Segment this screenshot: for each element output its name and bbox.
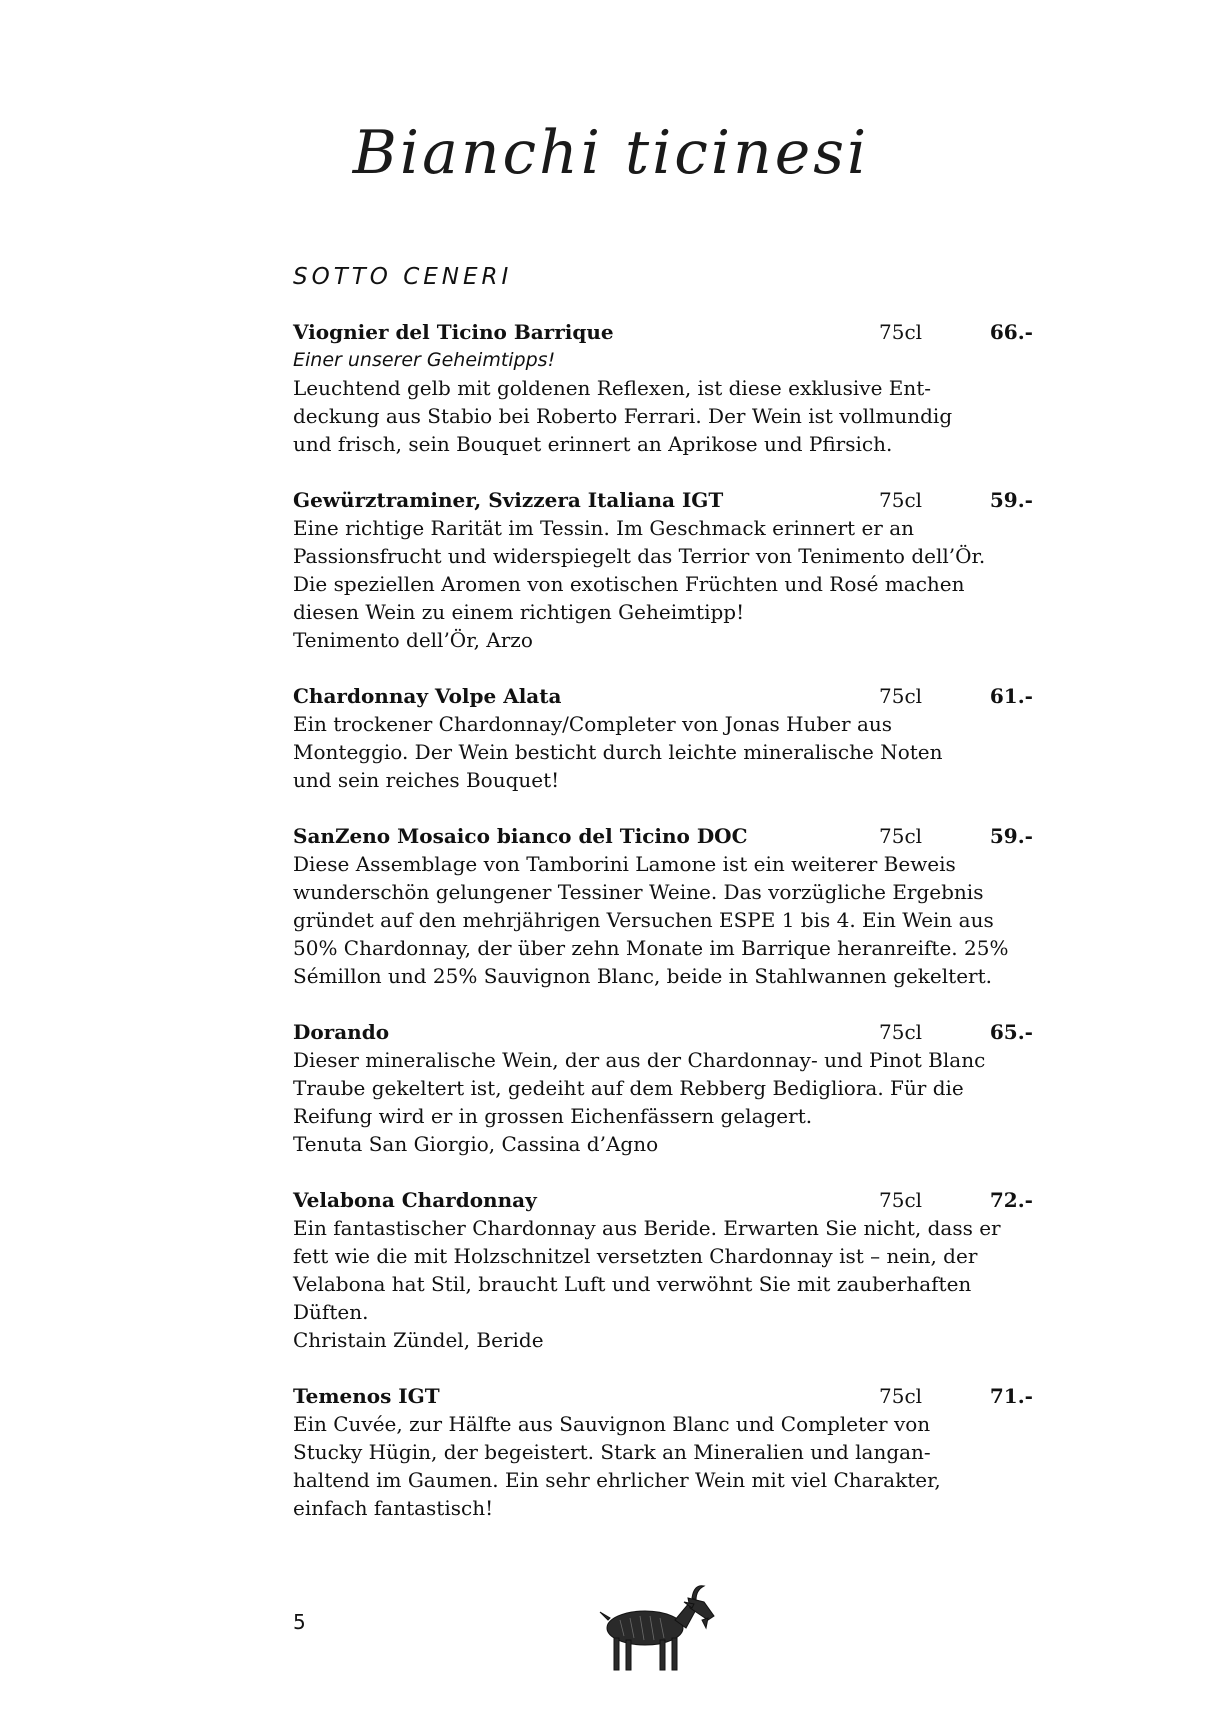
section-heading: SOTTO CENERI — [293, 264, 513, 290]
wine-entry — [293, 822, 1033, 990]
wine-price: 59.- — [989, 824, 1033, 848]
page-title: Bianchi ticinesi — [352, 118, 870, 188]
wine-volume: 75cl — [879, 1188, 923, 1212]
wine-volume: 75cl — [879, 824, 923, 848]
wine-name: Gewürztraminer, Svizzera Italiana IGT — [293, 488, 724, 512]
wine-description-line: Sémillon und 25% Sauvignon Blanc, beide in Stahlwannen gekeltert. — [293, 964, 992, 988]
wine-tagline: Einer unserer Geheimtipps! — [293, 349, 556, 371]
wine-name: Temenos IGT — [293, 1384, 440, 1408]
wine-price: 59.- — [989, 488, 1033, 512]
wine-entry — [293, 486, 1033, 654]
wine-name: SanZeno Mosaico bianco del Ticino DOC — [293, 824, 748, 848]
wine-description-line: deckung aus Stabio bei Roberto Ferrari. Der Wein ist vollmundig — [293, 404, 953, 428]
wine-description-line: Eine richtige Rarität im Tessin. Im Geschmack erinnert er an — [293, 516, 915, 540]
wine-description-line: und sein reiches Bouquet! — [293, 768, 560, 792]
wine-description-line: Ein fantastischer Chardonnay aus Beride. Erwarten Sie nicht, dass er — [293, 1216, 1001, 1240]
wine-producer: Tenimento dell’Ör, Arzo — [293, 628, 533, 652]
page-number: 5 — [293, 1610, 306, 1634]
wine-description-line: Ein trockener Chardonnay/Completer von Jonas Huber aus — [293, 712, 893, 736]
wine-description-line: haltend im Gaumen. Ein sehr ehrlicher Wein mit viel Charakter, — [293, 1468, 941, 1492]
wine-volume: 75cl — [879, 1384, 923, 1408]
wine-price: 65.- — [989, 1020, 1033, 1044]
wine-price: 72.- — [989, 1188, 1033, 1212]
wine-description-line: Leuchtend gelb mit goldenen Reflexen, ist diese exklusive Ent- — [293, 376, 932, 400]
wine-description-line: einfach fantastisch! — [293, 1496, 494, 1520]
wine-entry — [293, 1186, 1033, 1354]
goat-illustration — [590, 1580, 720, 1680]
wine-name: Dorando — [293, 1020, 390, 1044]
wine-name: Viognier del Ticino Barrique — [293, 320, 614, 344]
wine-description-line: Düften. — [293, 1300, 369, 1324]
wine-name: Velabona Chardonnay — [293, 1188, 537, 1212]
wine-producer: Tenuta San Giorgio, Cassina d’Agno — [293, 1132, 659, 1156]
wine-name: Chardonnay Volpe Alata — [293, 684, 562, 708]
wine-description-line: und frisch, sein Bouquet erinnert an Aprikose und Pfirsich. — [293, 432, 893, 456]
wine-description-line: fett wie die mit Holzschnitzel versetzten Chardonnay ist – nein, der — [293, 1244, 978, 1268]
wine-description-line: Diese Assemblage von Tamborini Lamone ist ein weiterer Beweis — [293, 852, 956, 876]
wine-price: 71.- — [989, 1384, 1033, 1408]
wine-entry — [293, 318, 1033, 458]
wine-price: 61.- — [989, 684, 1033, 708]
wine-description-line: Passionsfrucht und widerspiegelt das Terrior von Tenimento dell’Ör. — [293, 544, 986, 568]
wine-description-line: gründet auf den mehrjährigen Versuchen ESPE 1 bis 4. Ein Wein aus — [293, 908, 994, 932]
wine-entry — [293, 682, 1033, 794]
wine-description-line: Stucky Hügin, der begeistert. Stark an Mineralien und langan- — [293, 1440, 931, 1464]
wine-description-line: Dieser mineralische Wein, der aus der Chardonnay- und Pinot Blanc — [293, 1048, 986, 1072]
wine-description-line: diesen Wein zu einem richtigen Geheimtipp! — [293, 600, 745, 624]
wine-description-line: Velabona hat Stil, braucht Luft und verwöhnt Sie mit zauberhaften — [293, 1272, 972, 1296]
wine-description-line: Ein Cuvée, zur Hälfte aus Sauvignon Blanc und Completer von — [293, 1412, 931, 1436]
wine-price: 66.- — [989, 320, 1033, 344]
wine-entry — [293, 1018, 1033, 1158]
wine-description-line: Monteggio. Der Wein besticht durch leichte mineralische Noten — [293, 740, 943, 764]
wine-list — [293, 318, 1033, 1550]
wine-volume: 75cl — [879, 684, 923, 708]
wine-description-line: Traube gekeltert ist, gedeiht auf dem Rebberg Bedigliora. Für die — [293, 1076, 964, 1100]
wine-description-line: Die speziellen Aromen von exotischen Früchten und Rosé machen — [293, 572, 965, 596]
wine-volume: 75cl — [879, 1020, 923, 1044]
wine-producer: Christain Zündel, Beride — [293, 1328, 544, 1352]
wine-description-line: wunderschön gelungener Tessiner Weine. Das vorzügliche Ergebnis — [293, 880, 984, 904]
wine-entry — [293, 1382, 1033, 1522]
wine-description-line: 50% Chardonnay, der über zehn Monate im Barrique heranreifte. 25% — [293, 936, 1009, 960]
wine-volume: 75cl — [879, 488, 923, 512]
wine-volume: 75cl — [879, 320, 923, 344]
wine-description-line: Reifung wird er in grossen Eichenfässern gelagert. — [293, 1104, 813, 1128]
